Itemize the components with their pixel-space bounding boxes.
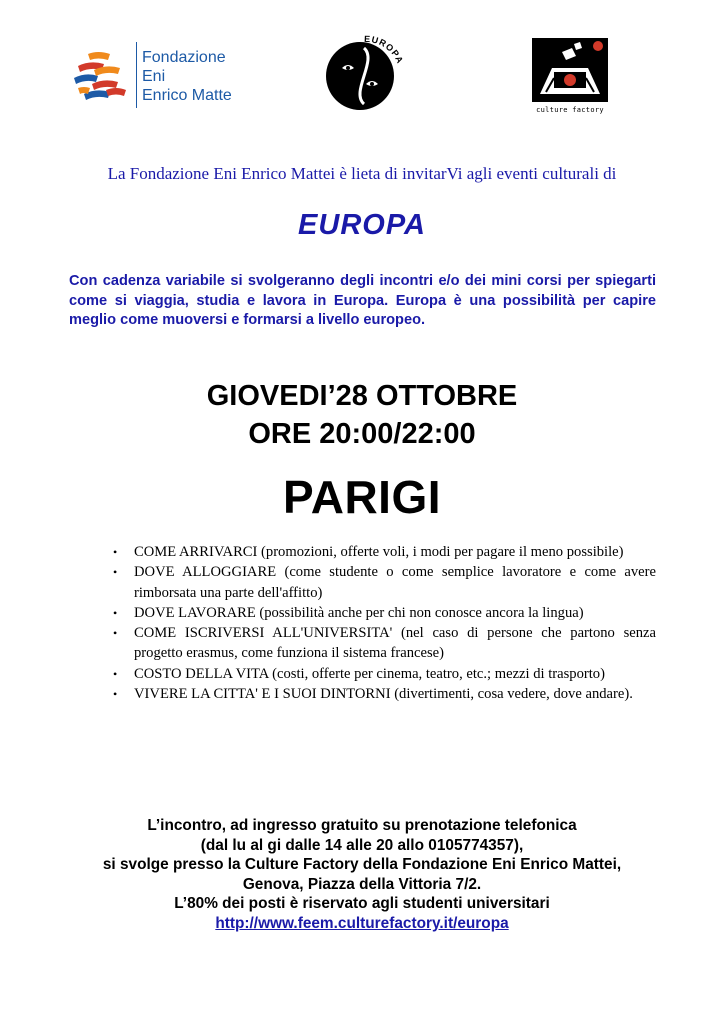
culture-factory-emblem <box>532 38 608 102</box>
feem-logo-line: Enrico Matte <box>142 87 232 104</box>
event-date: GIOVEDI’28 OTTOBRE <box>206 380 518 412</box>
event-link[interactable]: http://www.feem.culturefactory.it/europa <box>215 914 509 932</box>
feem-logo-line: Fondazione <box>142 49 226 66</box>
topic-text: DOVE ALLOGGIARE (come studente o come semplice lavoratore e come avere rimborsata una parte dell'affitto) <box>134 564 656 601</box>
bullet-icon: • <box>113 687 118 702</box>
culture-factory-logo <box>532 38 608 118</box>
list-item <box>113 542 656 562</box>
bullet-icon: • <box>113 565 118 580</box>
bullet-icon: • <box>113 666 118 681</box>
event-time: ORE 20:00/22:00 <box>248 418 476 450</box>
event-title: EUROPA <box>298 209 426 241</box>
topic-text: DOVE LAVORARE (possibilità anche per chi non conosce ancora la lingua) <box>134 604 584 621</box>
list-item <box>113 684 656 704</box>
bullet-icon: • <box>113 605 118 620</box>
list-item <box>113 603 656 623</box>
topic-text: VIVERE LA CITTA' E I SUOI DINTORNI (divertimenti, cosa vedere, dove andare). <box>134 686 633 703</box>
topic-text: COSTO DELLA VITA (costi, offerte per cinema, teatro, etc.; mezzi di trasporto) <box>134 665 605 682</box>
feem-emblem-icon <box>70 48 130 106</box>
bullet-icon: • <box>113 545 118 559</box>
feem-logo-text <box>142 48 232 105</box>
invitation-text: La Fondazione Eni Enrico Mattei è lieta di invitarVi agli eventi culturali di <box>107 164 617 183</box>
bullet-icon: • <box>113 626 118 641</box>
europa-emblem-icon <box>320 32 404 116</box>
feem-logo <box>70 42 245 110</box>
culture-factory-caption: culture factory <box>536 106 604 114</box>
europa-logo <box>320 32 404 116</box>
feem-logo-line: Eni <box>142 68 166 85</box>
city-title: PARIGI <box>282 471 442 523</box>
culture-factory-image-icon <box>532 38 608 102</box>
topics-list <box>113 542 656 704</box>
topic-text: COME ISCRIVERSI ALL'UNIVERSITA' (nel caso di persone che partono senza progetto erasmus, come funziona il sistema francese) <box>134 625 656 662</box>
list-item <box>113 562 656 603</box>
topic-text: COME ARRIVARCI (promozioni, offerte voli, i modi per pagare il meno possibile) <box>134 544 624 560</box>
footer-line: si svolge presso la Culture Factory della Fondazione Eni Enrico Mattei, <box>102 856 622 874</box>
footer-info <box>0 816 724 934</box>
footer-line: Genova, Piazza della Vittoria 7/2. <box>242 875 482 893</box>
list-item <box>113 623 656 664</box>
footer-line: (dal lu al gi dalle 14 alle 20 allo 0105774357), <box>200 836 524 854</box>
intro-paragraph: Con cadenza variabile si svolgeranno degli incontri e/o dei mini corsi per spiegarti come si viaggia, studia e lavora in Europa. Europa è una possibilità per capire meglio come muoversi e formarsi a livello europeo. <box>69 273 656 328</box>
footer-line: L’80% dei posti è riservato agli studenti universitari <box>174 895 550 913</box>
feem-logo-divider <box>136 42 137 108</box>
list-item <box>113 664 656 684</box>
footer-line: L’incontro, ad ingresso gratuito su prenotazione telefonica <box>147 817 577 834</box>
europa-logo-text: EUROP <box>363 33 402 60</box>
